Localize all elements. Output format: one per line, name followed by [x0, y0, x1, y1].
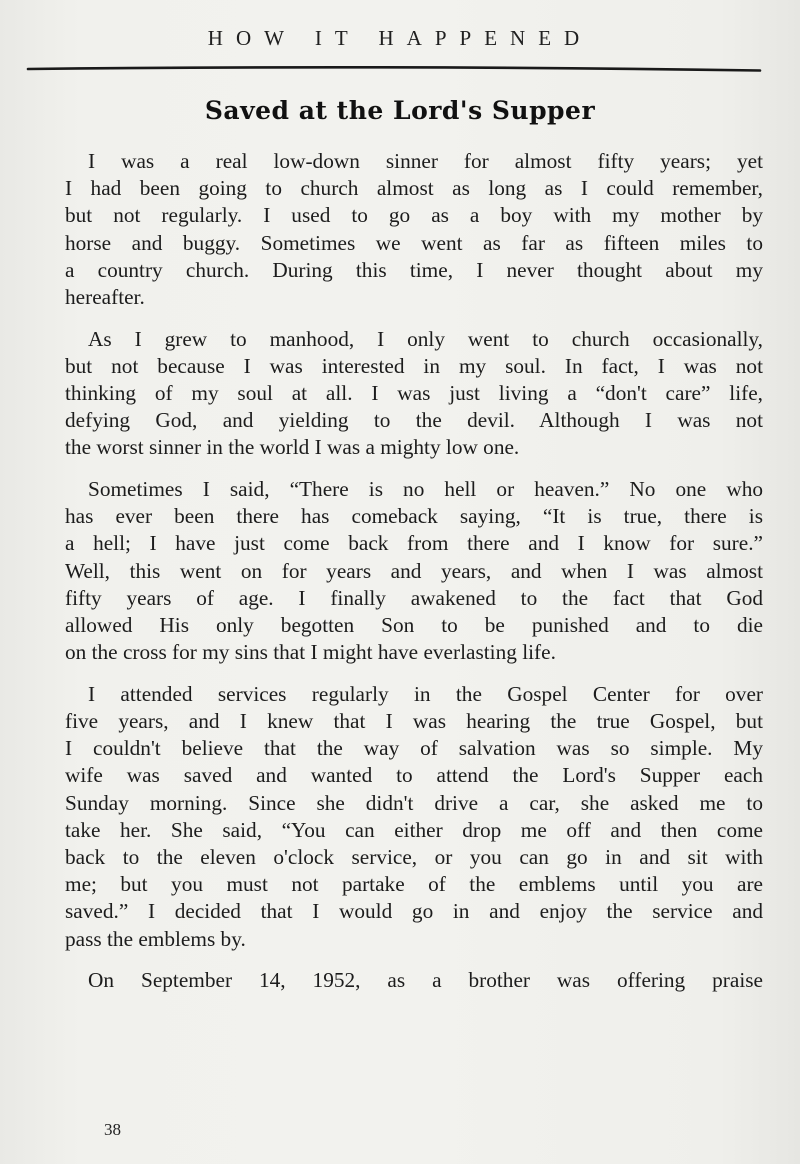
text-line: On September 14, 1952, as a brother was offering praise	[88, 968, 763, 993]
text-line: a country church. During this time, I never thought about my	[65, 257, 763, 282]
text-line: has ever been there has comeback saying, “It is true, there is	[65, 504, 763, 529]
header-rule	[26, 60, 498, 78]
paragraph-3	[65, 476, 763, 666]
text-line: saved.” I decided that I would go in and enjoy the service and	[65, 899, 763, 924]
text-line: a hell; I have just come back from there and I know for sure.”	[65, 531, 763, 556]
text-line: thinking of my soul at all. I was just living a “don't care” life,	[65, 381, 763, 405]
running-head: HOW IT HAPPENED	[207, 26, 593, 50]
text-line: As I grew to manhood, I only went to church occasionally,	[88, 326, 763, 351]
article-body	[65, 148, 763, 1009]
text-line: the worst sinner in the world I was a mighty low one.	[65, 435, 520, 460]
text-line: but not because I was interested in my soul. In fact, I was not	[65, 353, 763, 378]
text-line: I couldn't believe that the way of salvation was so simple. My	[65, 736, 763, 761]
text-line: on the cross for my sins that I might have everlasting life.	[65, 640, 556, 665]
text-line: hereafter.	[65, 284, 145, 309]
text-line: defying God, and yielding to the devil. Although I was not	[65, 408, 763, 433]
text-line: back to the eleven o'clock service, or you can go in and sit with	[65, 845, 763, 869]
text-line: I attended services regularly in the Gospel Center for over	[88, 681, 763, 706]
text-line: me; but you must not partake of the emblems until you are	[65, 872, 763, 897]
text-line: fifty years of age. I finally awakened to the fact that God	[65, 585, 763, 610]
paragraph-5	[65, 967, 763, 994]
text-line: but not regularly. I used to go as a boy with my mother by	[65, 203, 763, 228]
text-line: Sunday morning. Since she didn't drive a car, she asked me to	[65, 790, 763, 815]
page-number: 38	[104, 1120, 121, 1139]
text-line: Well, this went on for years and years, and when I was almost	[65, 558, 763, 583]
text-line: horse and buggy. Sometimes we went as far as fifteen miles to	[65, 230, 763, 255]
text-line: Sometimes I said, “There is no hell or heaven.” No one who	[88, 477, 763, 502]
paragraph-1	[65, 148, 763, 311]
text-line: five years, and I knew that I was hearing the true Gospel, but	[65, 709, 763, 734]
text-line: pass the emblems by.	[65, 926, 246, 951]
paragraph-2	[65, 326, 763, 462]
text-line: allowed His only begotten Son to be punished and to die	[65, 613, 763, 637]
text-line: wife was saved and wanted to attend the Lord's Supper each	[65, 763, 763, 788]
text-line: I was a real low-down sinner for almost fifty years; yet	[88, 149, 763, 173]
text-line: I had been going to church almost as long as I could remember,	[65, 176, 763, 201]
text-line: take her. She said, “You can either drop me off and then come	[65, 817, 763, 842]
header-rule-line	[26, 65, 762, 73]
paragraph-4	[65, 681, 763, 953]
article-title: Saved at the Lord's Supper	[204, 96, 596, 125]
